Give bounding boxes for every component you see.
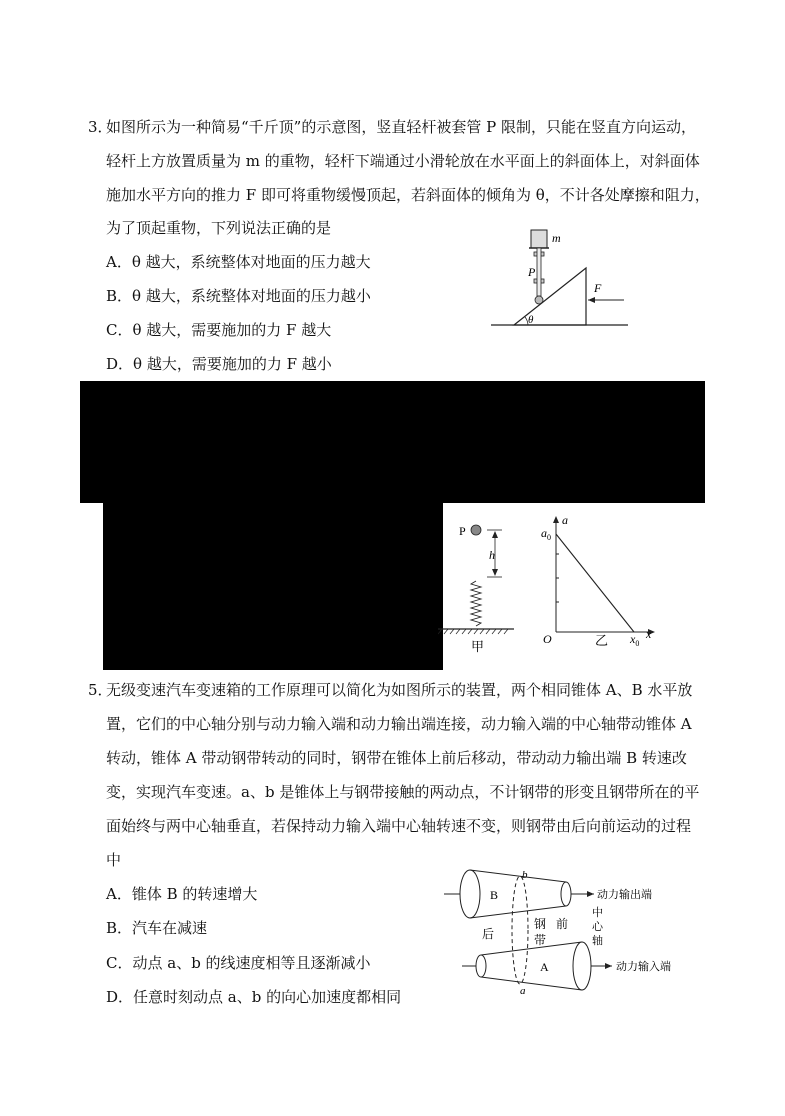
question-5-line-2: 置，它们的中心轴分别与动力输入端和动力输出端连接，动力输入端的中心轴带动锥体 A bbox=[106, 715, 692, 733]
cone-a-base bbox=[573, 942, 591, 990]
question-5-option-c: C．动点 a、b 的线速度相等且逐渐减小 bbox=[106, 954, 371, 972]
back-label: 后 bbox=[482, 927, 495, 941]
question-3-line-4: 为了顶起重物，下列说法正确的是 bbox=[106, 219, 332, 237]
caption-jia: 甲 bbox=[471, 639, 485, 654]
weight-block bbox=[531, 230, 547, 248]
point-b-label: b bbox=[522, 869, 528, 881]
front-label: 前 bbox=[556, 917, 569, 931]
force-label: F bbox=[594, 281, 602, 295]
output-label: 动力输出端 bbox=[597, 889, 652, 901]
cone-b-tip bbox=[561, 882, 571, 906]
belt-label-2: 带 bbox=[534, 933, 547, 947]
question-3-option-d: D．θ 越大，需要施加的力 F 越小 bbox=[106, 355, 332, 373]
input-label: 动力输入端 bbox=[616, 961, 671, 973]
question-5-option-d: D．任意时刻动点 a、b 的向心加速度都相同 bbox=[106, 988, 402, 1006]
axis-label-1: 中 bbox=[592, 907, 603, 919]
question-3-option-a: A．θ 越大，系统整体对地面的压力越大 bbox=[106, 253, 371, 271]
y-axis-label: a bbox=[562, 513, 568, 527]
point-a-label: a bbox=[520, 985, 526, 997]
question-3-number: 3． bbox=[88, 118, 113, 136]
x-axis-label: x bbox=[646, 627, 652, 641]
cone-transmission-diagram bbox=[444, 864, 709, 998]
ball-label: P bbox=[459, 524, 466, 538]
question-5-number: 5． bbox=[88, 681, 113, 699]
height-label: h bbox=[489, 548, 495, 562]
sleeve-label: P bbox=[528, 265, 536, 279]
caption-yi: 乙 bbox=[595, 633, 609, 648]
question-3-line-1: 如图所示为一种简易“千斤顶”的示意图，竖直轻杆被套管 P 限制，只能在竖直方向运动， bbox=[106, 118, 696, 136]
acceleration-graph bbox=[538, 512, 658, 652]
question-3-option-b: B．θ 越大，系统整体对地面的压力越小 bbox=[106, 287, 371, 305]
theta-label: θ bbox=[528, 314, 534, 326]
cone-b-label: B bbox=[490, 888, 499, 902]
question-5-option-a: A．锥体 B 的转速增大 bbox=[106, 885, 258, 903]
steel-belt bbox=[512, 876, 528, 984]
spring bbox=[471, 581, 481, 626]
question-5-line-4: 变，实现汽车变速。a、b 是锥体上与钢带接触的两动点，不计钢带的形变且钢带所在的平 bbox=[106, 783, 700, 801]
question-3-line-2: 轻杆上方放置质量为 m 的重物，轻杆下端通过小滑轮放在水平面上的斜面体上，对斜面体 bbox=[106, 152, 700, 170]
a0-label: $a_0$ bbox=[541, 526, 551, 542]
axis-label-2: 心 bbox=[592, 921, 603, 933]
question-5-line-5: 面始终与两中心轴垂直，若保持动力输入端中心轴转速不变，则钢带由后向前运动的过程 bbox=[106, 817, 692, 835]
graph-line bbox=[556, 534, 634, 632]
question-5-option-b: B．汽车在减速 bbox=[106, 919, 208, 937]
redacted-block-left bbox=[103, 503, 443, 670]
incline-block bbox=[514, 268, 586, 325]
redacted-block-top bbox=[80, 381, 705, 503]
jack-diagram bbox=[488, 224, 638, 334]
question-5-line-6: 中 bbox=[106, 851, 122, 869]
origin-label: O bbox=[543, 632, 552, 646]
question-5-line-1: 无级变速汽车变速箱的工作原理可以简化为如图所示的装置，两个相同锥体 A、B 水平放 bbox=[106, 681, 693, 699]
x0-label: $x_0$ bbox=[630, 632, 640, 648]
vertical-rod bbox=[537, 248, 541, 296]
cone-a-tip bbox=[476, 955, 486, 977]
cone-b-base bbox=[460, 870, 480, 918]
mass-label: m bbox=[552, 231, 561, 245]
question-3-line-3: 施加水平方向的推力 F 即可将重物缓慢顶起，若斜面体的倾角为 θ，不计各处摩擦和阻力， bbox=[106, 186, 710, 204]
question-5-line-3: 转动，锥体 A 带动钢带转动的同时，钢带在锥体上前后移动，带动动力输出端 B 转速改 bbox=[106, 749, 687, 767]
ball bbox=[471, 525, 481, 535]
axis-label-3: 轴 bbox=[592, 935, 603, 947]
cone-a-label: A bbox=[540, 960, 549, 974]
question-3-option-c: C．θ 越大，需要施加的力 F 越大 bbox=[106, 321, 332, 339]
belt-label-1: 钢 bbox=[534, 917, 547, 931]
spring-ball-diagram bbox=[438, 515, 522, 655]
